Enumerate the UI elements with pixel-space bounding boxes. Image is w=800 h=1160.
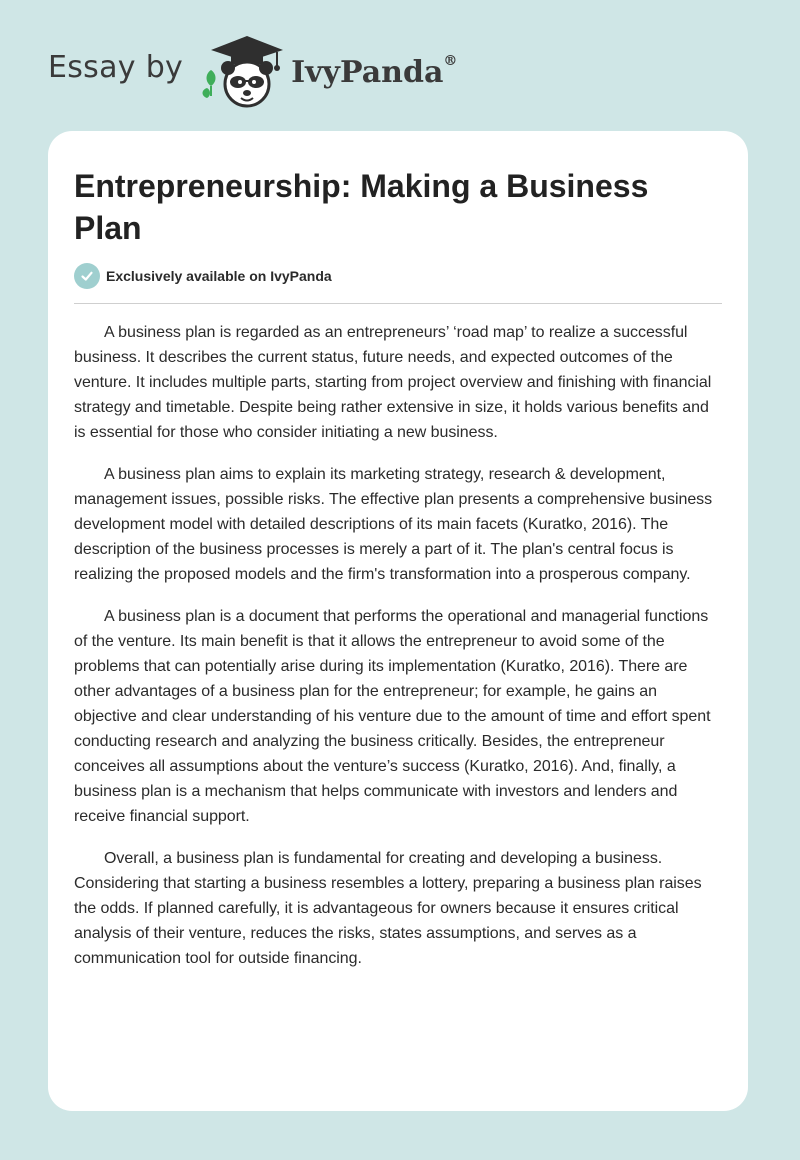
exclusive-badge — [74, 263, 332, 289]
registered-mark: ® — [443, 52, 458, 69]
paragraph: A business plan aims to explain its marketing strategy, research & development, management issues, possible risks. The effective plan presents a comprehensive business development model with detailed descriptions of its main facets (Kuratko, 2016). The description of the business processes is merely a part of it. The plan's central focus is realizing the proposed models and the firm's transformation into a prosperous company. — [74, 466, 713, 583]
exclusive-label: Exclusively available on IvyPanda — [106, 268, 332, 284]
check-icon — [74, 263, 100, 289]
paragraph: A business plan is a document that performs the operational and managerial functions of the venture. Its main benefit is that it allows the entrepreneur to avoid some of the problems that can potentially arise during its implementation (Kuratko, 2016). There are other advantages of a business plan for the entrepreneur; for example, he gains an objective and clear understanding of his venture due to the amount of time and effort spent conducting research and analyzing the business critically. Besides, the entrepreneur conceives all assumptions about the venture’s success (Kuratko, 2016). And, finally, a business plan is a mechanism that helps communicate with investors and lenders and receive financial support. — [74, 608, 711, 825]
site-header — [48, 30, 457, 110]
brand-label: IvyPanda — [291, 54, 444, 90]
title-divider — [74, 303, 722, 304]
essay-by-label: Essay by — [48, 49, 184, 85]
brand-name[interactable] — [291, 52, 458, 90]
page-title: Entrepreneurship: Making a Business Plan — [74, 168, 649, 246]
paragraph: Overall, a business plan is fundamental for creating and developing a business. Considering that starting a business resembles a lottery, preparing a business plan raises the odds. If planned carefully, it is advantageous for owners because it ensures critical analysis of their venture, reduces the risks, states assumptions, and serves as a communication tool for outside financing. — [74, 850, 702, 967]
essay-body — [74, 320, 724, 988]
panda-graduate-icon[interactable] — [197, 30, 289, 110]
essay-card — [48, 131, 748, 1111]
paragraph: A business plan is regarded as an entrepreneurs’ ‘road map’ to realize a successful business. It describes the current status, future needs, and expected outcomes of the venture. It includes multiple parts, starting from project overview and finishing with financial strategy and timetable. Despite being rather extensive in size, it holds various benefits and is essential for those who consider initiating a new business. — [74, 324, 712, 441]
